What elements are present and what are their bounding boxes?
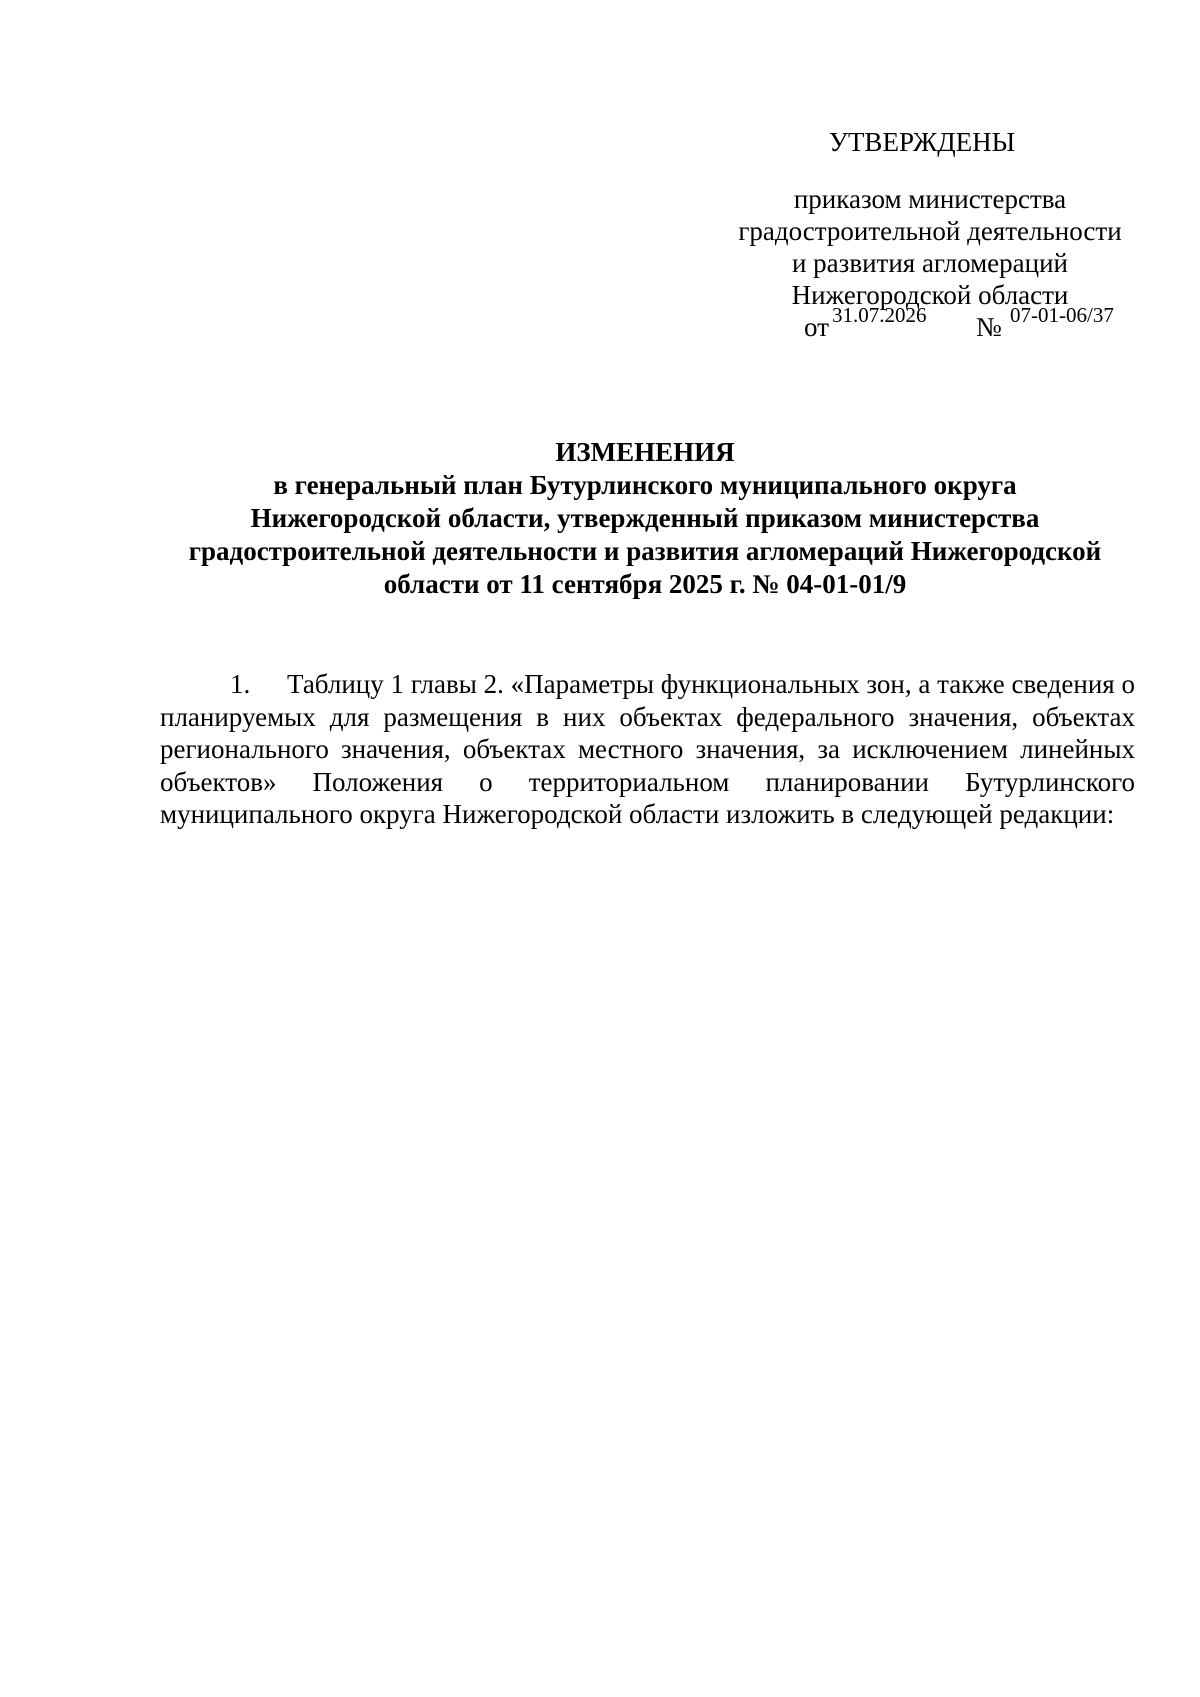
body-paragraph	[160, 668, 1135, 831]
title-heading: ИЗМЕНЕНИЯ	[555, 437, 735, 467]
approval-line-1: приказом министерства	[793, 184, 1067, 214]
approval-date-number	[804, 303, 1144, 342]
title-line-2: Нижегородской области, утвержденный приказом министерства	[250, 503, 1040, 533]
order-date: 31.07.2026	[832, 303, 927, 327]
title-line-1: в генеральный план Бутурлинского муниципального округа	[273, 470, 1017, 500]
title-line-3: градостроительной деятельности и развития агломераций Нижегородской	[188, 536, 1102, 566]
paragraph-number: 1.	[230, 669, 251, 699]
approval-heading: УТВЕРЖДЕНЫ	[828, 127, 1016, 157]
document-title	[120, 436, 1170, 601]
title-line-4: области от 11 сентября 2025 г. № 04-01-01/9	[383, 569, 907, 599]
date-prefix: от	[804, 312, 829, 342]
approval-line-3: и развития агломераций	[791, 248, 1068, 278]
approval-line-4: Нижегородской области	[791, 280, 1069, 310]
order-number: 07-01-06/37	[1010, 303, 1114, 327]
paragraph-text: Таблицу 1 главы 2. «Параметры функциональных зон, а также сведения о планируемых для размещения в них объектах федерального значения, объектах регионального значения, объектах местного значения, за исключением линейных объектов» Положения о территориальном планировании Бутурлинского муниципального округа Нижегородской области изложить в следующей редакции:	[160, 669, 1135, 830]
approval-line-2: градостроительной деятельности	[738, 216, 1122, 246]
number-sign: №	[976, 312, 1002, 342]
